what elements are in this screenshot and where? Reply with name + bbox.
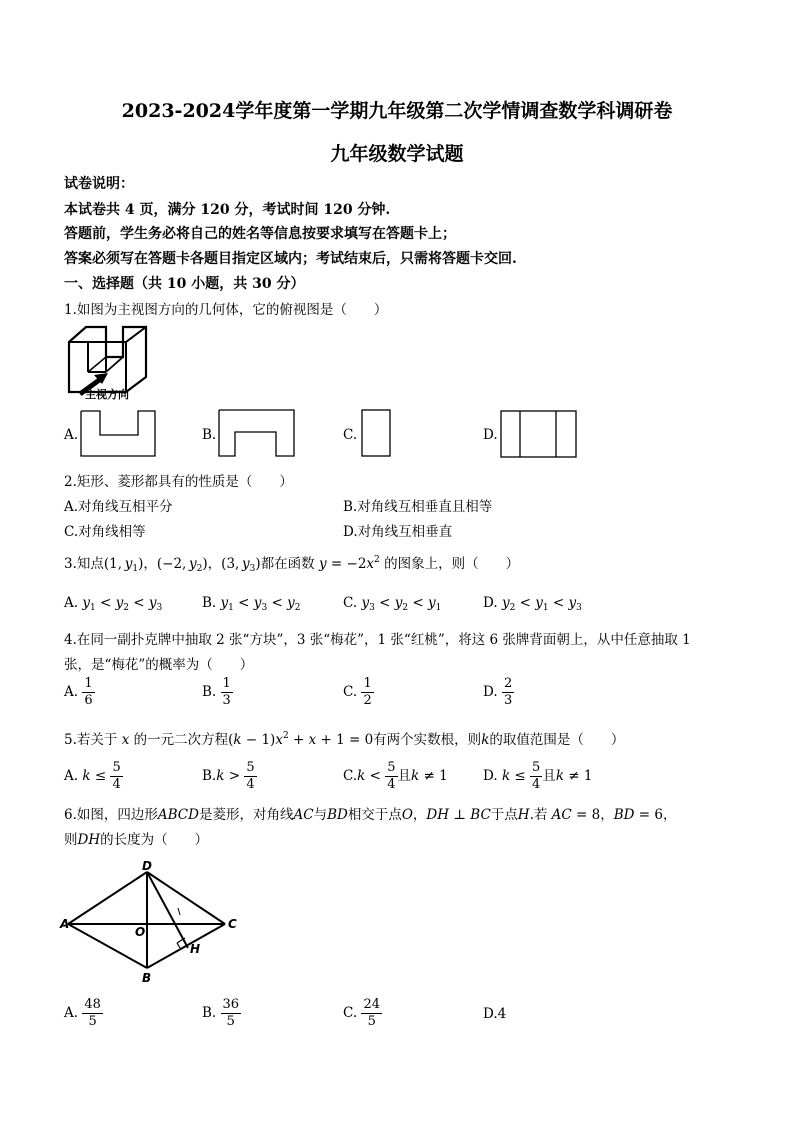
q3-option-c: C. $y_3 < y_2 < y_1$ [343,595,442,613]
q4-option-a: A. $\frac{1}{6}$ [64,676,93,708]
q1-figure-label: 主视方向 [85,388,129,401]
q5-stem: 5.若关于 x 的一元二次方程$(k - 1)x^2 + x + 1 = 0$有两个实数根，则k的取值范围是（ ） [64,731,625,748]
q2-option-c: C.对角线相等 [64,524,146,540]
q2-option-d: D.对角线互相垂直 [343,524,453,540]
q6-label-c: C [228,917,237,931]
q6-stem-line-2: 则DH的长度为（ ） [64,832,209,848]
q6-label-a: A [60,917,70,931]
q3-option-d: D. $y_2 < y_1 < y_3$ [483,595,582,613]
q1-option-c-label: C. [343,427,358,443]
q1-stem: 1.如图为主视图方向的几何体，它的俯视图是（ ） [64,302,388,318]
instructions-heading: 试卷说明： [64,176,134,192]
q6-label-d: D [142,859,152,873]
q3-option-b: B. $y_1 < y_3 < y_2$ [202,595,301,613]
q3-stem: 3.知点(1, $y_1$)，(−2, $y_2$)，(3, $y_3$)都在函数 $y = -2x^2$ 的图象上，则（ ） [64,555,520,574]
q3-option-a: A. $y_1 < y_2 < y_3$ [64,595,163,613]
page-subtitle: 九年级数学试题 [330,143,464,165]
page-title: 2023-2024学年度第一学期九年级第二次学情调查数学科调研卷 [121,100,673,122]
q6-label-h: H [190,942,201,956]
q6-stem-line-1: 6.如图，四边形ABCD是菱形，对角线AC与BD相交于点O，DH ⊥ BC于点H.若 AC = 8，BD = 6， [64,807,677,823]
instructions-line-1: 本试卷共 4 页，满分 120 分，考试时间 120 分钟. [64,202,391,218]
section-heading: 一、选择题（共 10 小题，共 30 分） [64,276,305,292]
q2-stem: 2.矩形、菱形都具有的性质是（ ） [64,474,293,490]
q5-option-d: D. k ≤ $\frac{5}{4}$ 且k ≠ 1 [483,760,593,792]
q1-option-a-label: A. [64,427,79,443]
q6-option-a: A. $\frac{48}{5}$ [64,997,101,1029]
q6-label-b: B [142,971,152,985]
q6-option-c: C. $\frac{24}{5}$ [343,997,380,1029]
q5-option-b: B.k > $\frac{5}{4}$ [202,760,255,792]
q2-option-b: B.对角线互相垂直且相等 [343,499,493,515]
q4-option-b: B. $\frac{1}{3}$ [202,676,231,708]
q6-label-o: O [135,925,146,939]
instructions-line-2: 答题前，学生务必将自己的姓名等信息按要求填写在答题卡上； [64,226,456,242]
instructions-line-3: 答案必须写在答题卡各题目指定区域内；考试结束后，只需将答题卡交回. [64,251,517,267]
q5-option-c: C.k < $\frac{5}{4}$ 且k ≠ 1 [343,760,448,792]
q4-stem-line-2: 张，是“梅花”的概率为（ ） [64,657,254,673]
q4-stem-line-1: 4.在同一副扑克牌中抽取 2 张“方块”，3 张“梅花”，1 张“红桃”，将这 6 张牌背面朝上，从中任意抽取 1 [64,632,691,648]
q6-option-d: D.4 [483,1006,507,1022]
q6-rhombus-figure [60,858,240,988]
q1-option-d-shape [500,410,580,460]
q1-option-d-label: D. [483,427,498,443]
q6-option-b: B. $\frac{36}{5}$ [202,997,240,1029]
q1-option-b-shape [218,409,298,459]
q1-option-c-shape [361,409,393,459]
q5-option-a: A. k ≤ $\frac{5}{4}$ [64,760,121,792]
q4-option-c: C. $\frac{1}{2}$ [343,676,372,708]
q4-option-d: D. $\frac{2}{3}$ [483,676,513,708]
q1-option-a-shape [80,410,160,460]
q2-option-a: A.对角线互相平分 [64,499,173,515]
q1-option-b-label: B. [202,427,217,443]
